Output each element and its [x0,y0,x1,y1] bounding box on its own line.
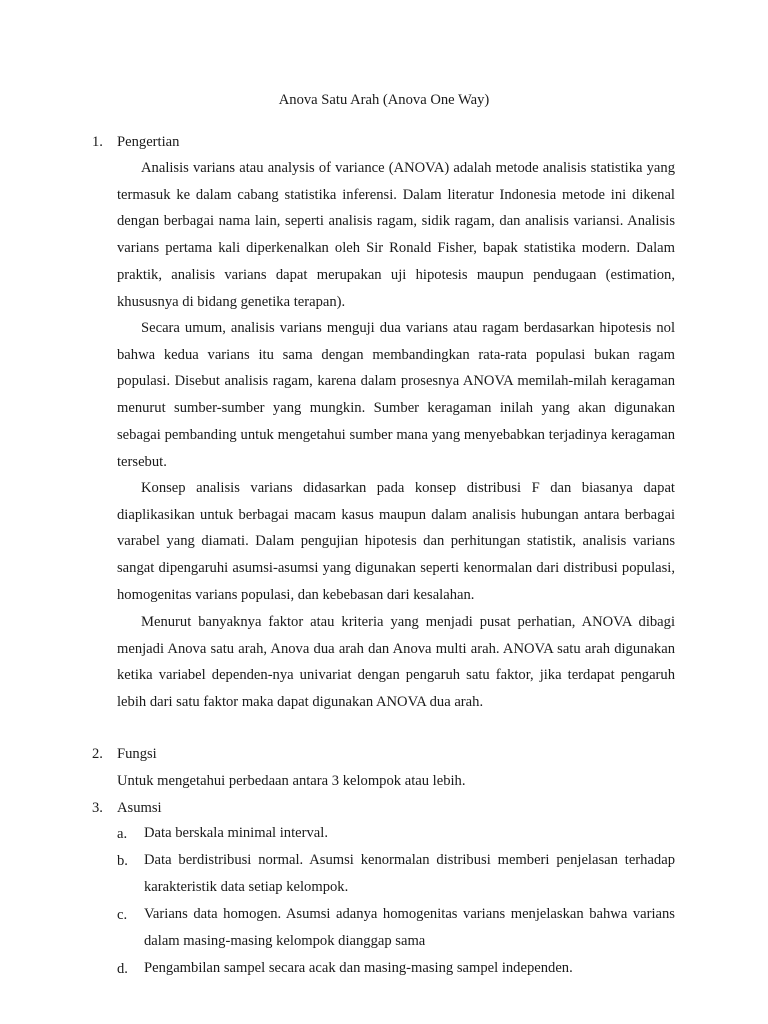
paragraph: Secara umum, analisis varians menguji dua varians atau ragam berdasarkan hipotesis nol bahwa kedua varians itu sama dengan membandingkan rata-rata populasi bukan ragam populasi. Disebut analisis ragam, karena dalam prosesnya ANOVA memilah-milah keragaman menurut sumber-sumber yang mungkin. Sumber keragaman inilah yang akan digunakan sebagai pembanding untuk mengetahui sumber mana yang menyebabkan terjadinya keragaman tersebut. [117,320,675,470]
list-item: Pengambilan sampel secara acak dan masing-masing sampel independen. [144,960,573,976]
section-text: Untuk mengetahui perbedaan antara 3 kelompok atau lebih. [117,773,466,789]
list-item: Varians data homogen. Asumsi adanya homogenitas varians menjelaskan bahwa varians dalam masing-masing kelompok dianggap sama [144,906,675,949]
paragraph: Analisis varians atau analysis of variance (ANOVA) adalah metode analisis statistika yang termasuk ke dalam cabang statistika inferensi. Dalam literatur Indonesia metode ini dikenal dengan berbagai nama lain, seperti analisis ragam, sidik ragam, dan analisis variansi. Analisis varians pertama kali diperkenalkan oleh Sir Ronald Fisher, bapak statistika modern. Dalam praktik, analisis varians dapat merupakan uji hipotesis maupun pendugaan (estimation, khususnya di bidang genetika terapan). [117,160,675,310]
list-item-letter: a. [117,826,128,842]
list-item: Data berskala minimal interval. [144,825,328,841]
section-heading: Fungsi [117,746,157,762]
section-number: 3. [92,800,103,816]
section-number: 1. [92,134,103,150]
section-heading: Pengertian [117,134,180,150]
paragraph: Konsep analisis varians didasarkan pada konsep distribusi F dan biasanya dapat diaplikasikan untuk berbagai macam kasus maupun dalam analisis hubungan antara berbagai varabel yang diamati. Dalam pengujian hipotesis dan perhitungan statistik, analisis varians sangat dipengaruhi asumsi-asumsi yang digunakan seperti kenormalan dari distribusi populasi, homogenitas varians populasi, dan kebebasan dari kesalahan. [117,480,675,603]
list-item-letter: c. [117,907,128,923]
document-title: Anova Satu Arah (Anova One Way) [278,92,490,108]
list-item-letter: b. [117,853,128,869]
paragraph: Menurut banyaknya faktor atau kriteria yang menjadi pusat perhatian, ANOVA dibagi menjadi Anova satu arah, Anova dua arah dan Anova multi arah. ANOVA satu arah digunakan ketika variabel dependen-nya univariat dengan pengaruh satu faktor, jika terdapat pengaruh lebih dari satu faktor maka dapat digunakan ANOVA dua arah. [117,614,675,711]
list-item-letter: d. [117,961,128,977]
list-item: Data berdistribusi normal. Asumsi kenormalan distribusi memberi penjelasan terhadap karakteristik data setiap kelompok. [144,852,675,895]
section-heading: Asumsi [117,800,162,816]
section-number: 2. [92,746,103,762]
